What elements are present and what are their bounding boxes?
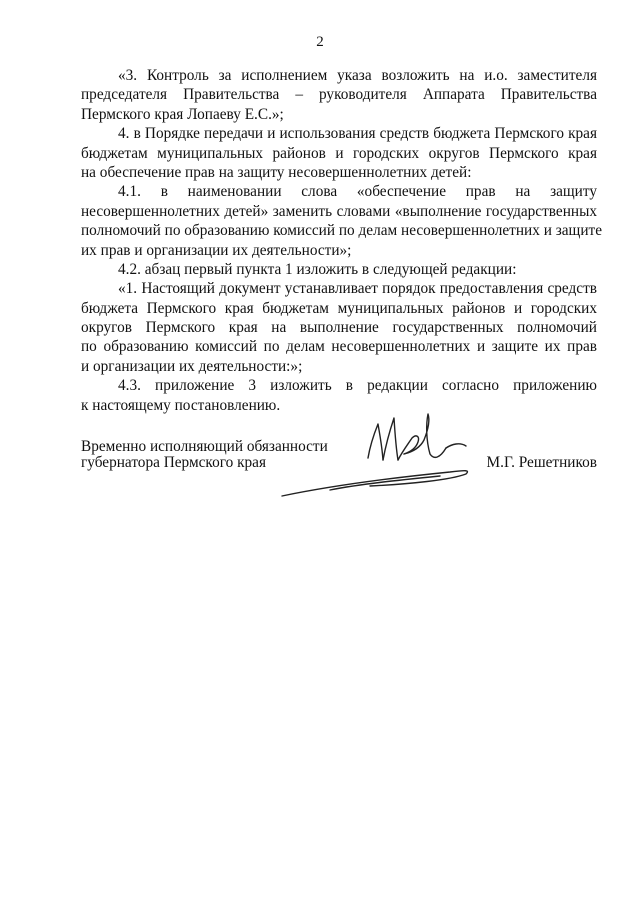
text-line: к настоящему постановлению. <box>81 396 281 414</box>
text-line: председателя Правительства – руководителя Аппарата Правительства <box>81 86 597 104</box>
text-line: 4.1. в наименовании слова «обеспечение прав на защиту <box>118 183 597 201</box>
text-line: Пермского края Лопаеву Е.С.»; <box>81 105 284 123</box>
text-line: 4.3. приложение 3 изложить в редакции согласно приложению <box>118 377 597 395</box>
signatory-position <box>81 439 328 471</box>
paragraph <box>81 182 602 260</box>
page-number: 2 <box>316 34 324 50</box>
text-line: на обеспечение прав на защиту несовершеннолетних детей: <box>81 163 472 181</box>
paragraph <box>81 260 597 279</box>
text-line: и организации их деятельности:»; <box>81 357 303 375</box>
text-line: «3. Контроль за исполнением указа возложить на и.о. заместителя <box>118 67 597 84</box>
text-line: бюджетам муниципальных районов и городских округов Пермского края <box>81 144 597 162</box>
text-line: несовершеннолетних детей» заменить словами «выполнение государственных <box>81 202 597 220</box>
text-line: 4.2. абзац первый пункта 1 изложить в следующей редакции: <box>118 260 517 278</box>
document-body <box>81 66 602 415</box>
paragraph <box>81 279 597 376</box>
text-line: бюджета Пермского края бюджетам муниципальных районов и городских <box>81 299 597 317</box>
text-line: округов Пермского края на выполнение государственных полномочий <box>81 319 597 337</box>
text-line: «1. Настоящий документ устанавливает порядок предоставления средств <box>118 280 597 298</box>
text-line: полномочий по образованию комиссий по делам несовершеннолетних и защите <box>81 222 602 240</box>
text-line: по образованию комиссий по делам несовершеннолетних и защите их прав <box>81 338 597 356</box>
text-line: их прав и организации их деятельности»; <box>81 241 352 259</box>
signatory-name: М.Г. Решетников <box>486 454 597 471</box>
paragraph <box>81 124 597 182</box>
text-line: 4. в Порядке передачи и использования средств бюджета Пермского края <box>118 125 597 143</box>
position-line-2: губернатора Пермского края <box>81 454 267 471</box>
paragraph <box>81 66 597 124</box>
position-line-1: Временно исполняющий обязанности <box>81 438 328 455</box>
